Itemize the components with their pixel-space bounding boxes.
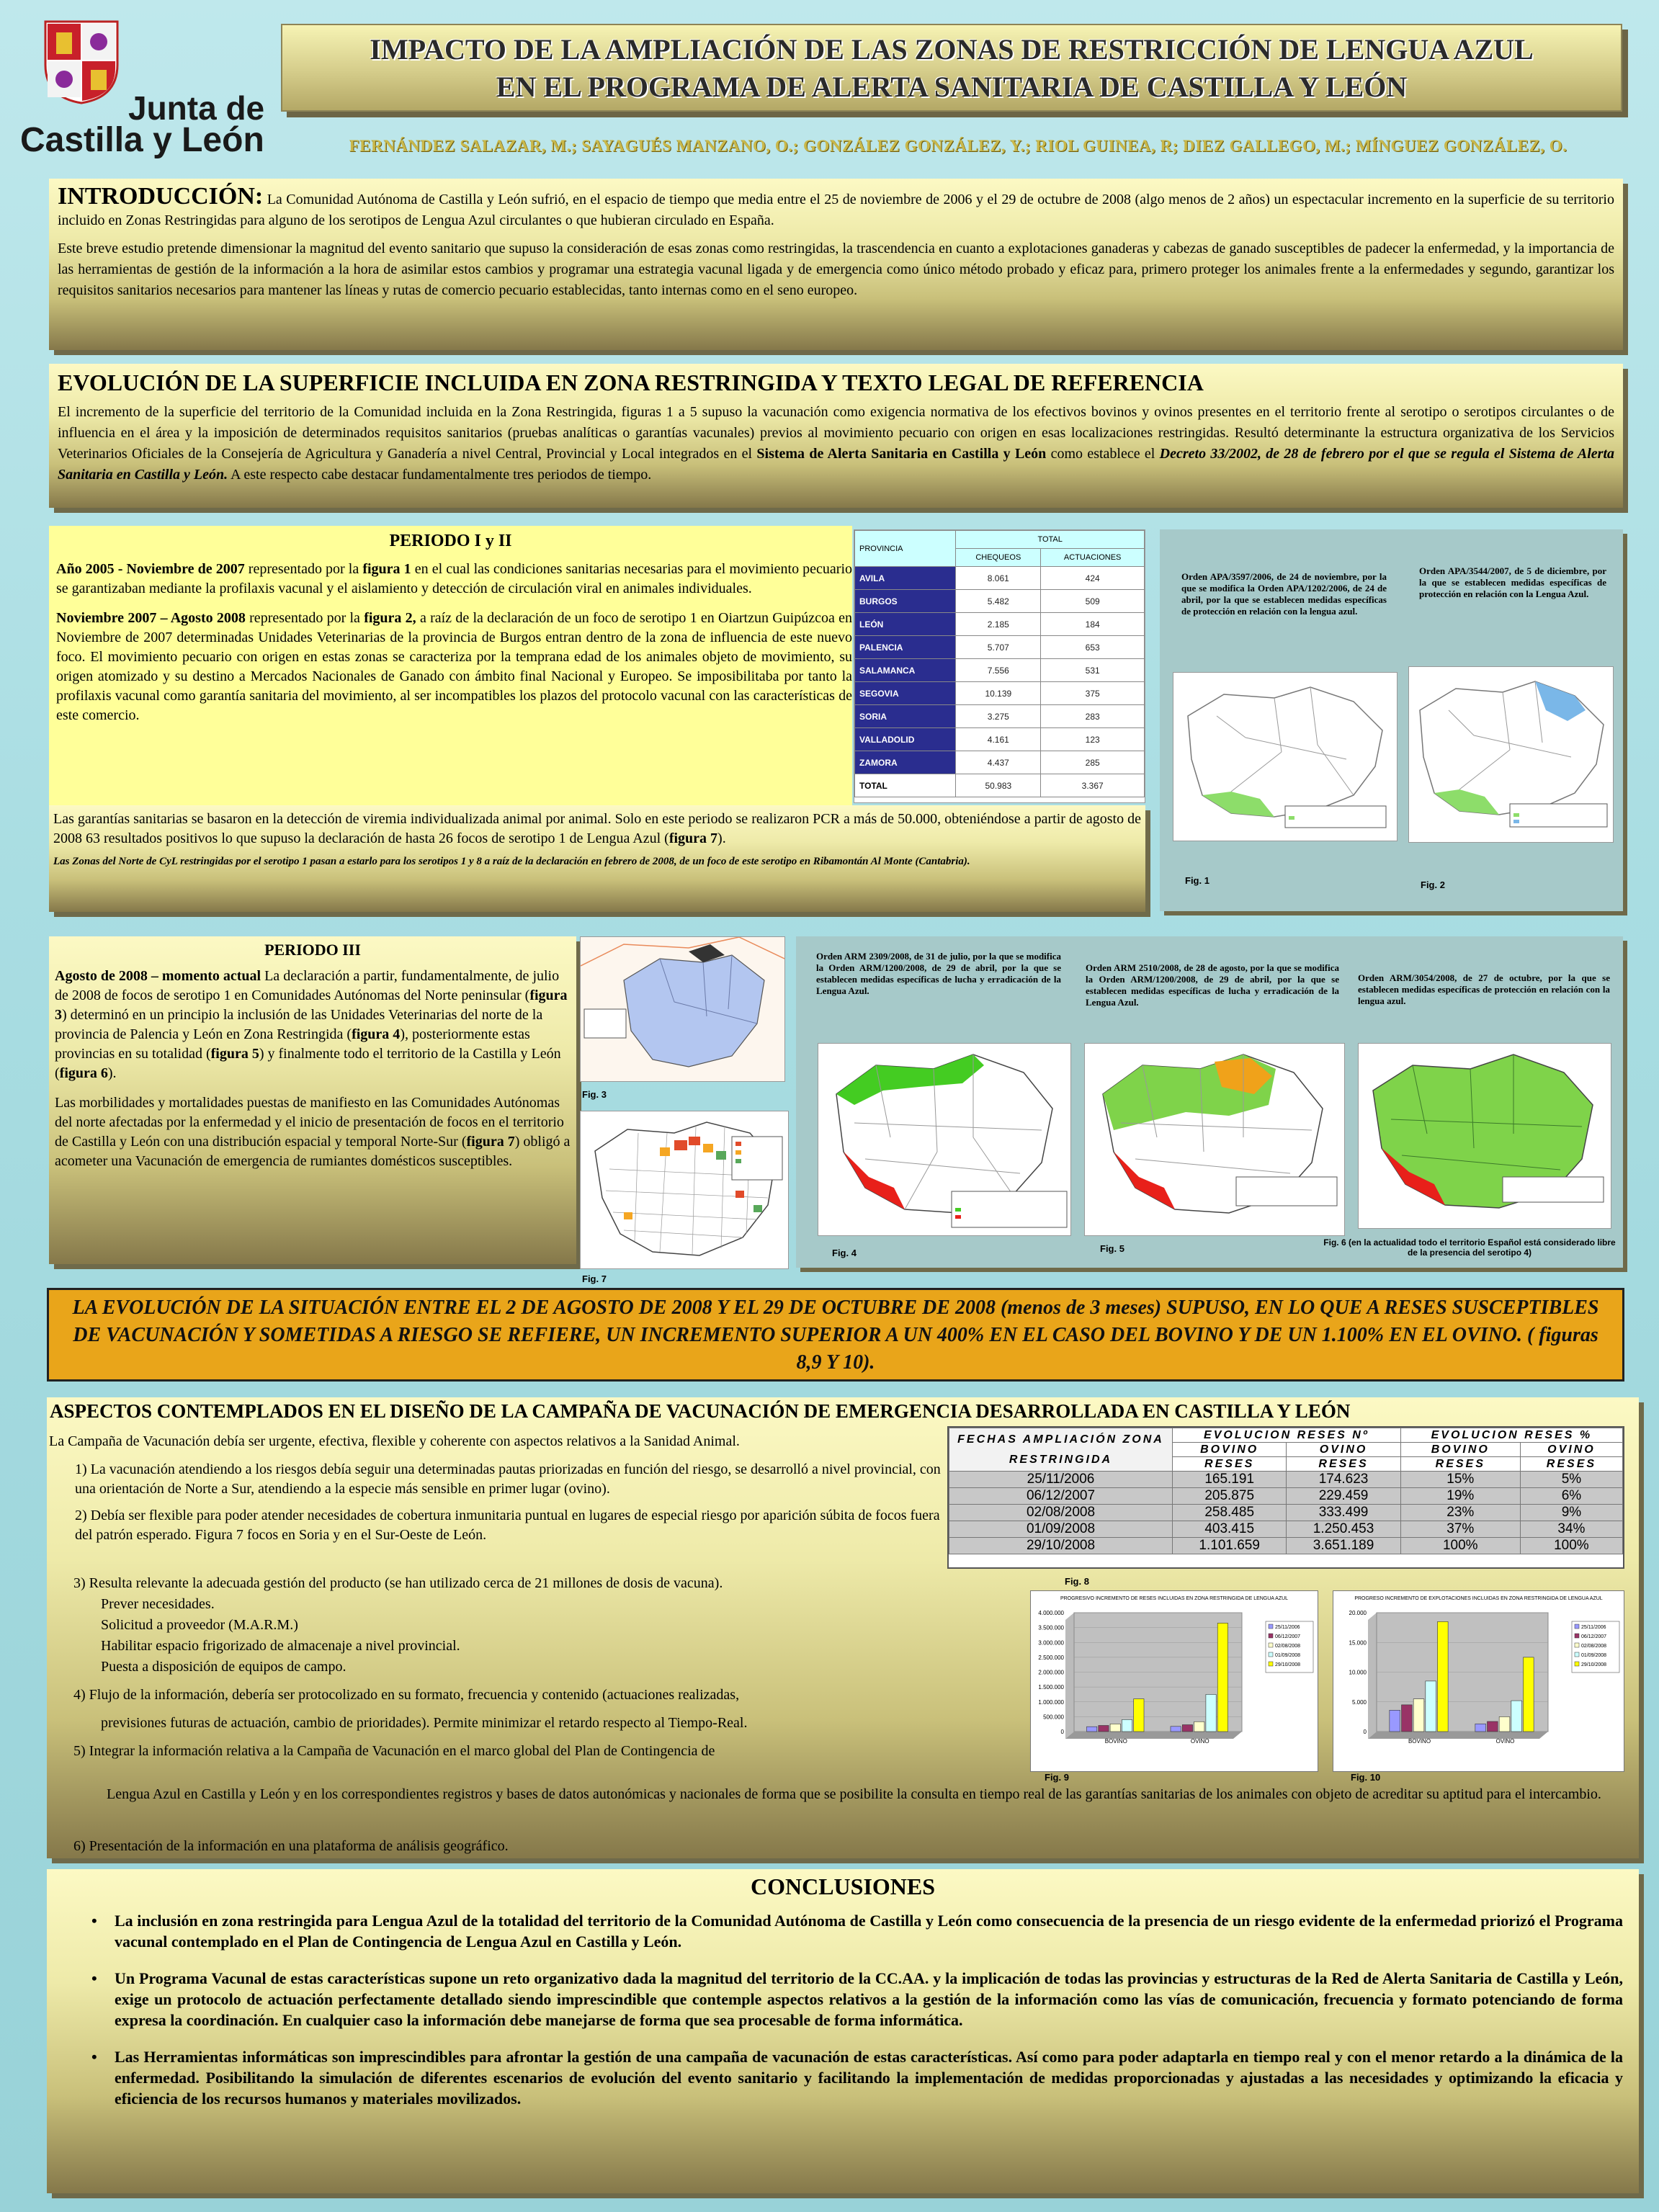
- chart-bar: [1426, 1681, 1436, 1732]
- y-tick-label: 0: [1060, 1729, 1064, 1735]
- aspectos-item-4b: previsiones futuras de actuación, cambio de prioridades). Permite minimizar el retardo respecto al Tiempo-Real.: [101, 1715, 748, 1731]
- evolution-table-panel: [947, 1426, 1624, 1569]
- province-name: SEGOVIA: [855, 682, 956, 705]
- province-name: BURGOS: [855, 590, 956, 613]
- evo-cell-fecha: 06/12/2007: [949, 1488, 1173, 1505]
- province-actuaciones: 424: [1041, 567, 1145, 590]
- periodo12-p3-fig: figura 7: [668, 830, 718, 846]
- province-actuaciones: 285: [1041, 751, 1145, 774]
- periodo3-fig5-ref: figura 5: [210, 1046, 259, 1062]
- figure-3-map: [580, 936, 785, 1082]
- province-actuaciones: 283: [1041, 705, 1145, 728]
- evo-cell-op: 100%: [1520, 1538, 1622, 1554]
- legend-swatch: [1269, 1634, 1273, 1638]
- legend-swatch: [1575, 1634, 1579, 1638]
- province-chequeos: 4.161: [956, 728, 1041, 751]
- y-tick-label: 1.000.000: [1038, 1698, 1064, 1706]
- evo-cell-op: 6%: [1520, 1488, 1622, 1505]
- conclusion-item-3: • Las Herramientas informáticas son imprescindibles para afrontar la gestión de una campaña de vacunación de estas características. Así como para poder adaptarla en tiempo real y con el menor retardo a la dinámica de la enfermedad. Posibilitando la simulación de diferentes escenarios de evolución del evento sanitario y facilitando la implementación de medidas proporcionadas y ajustadas a las necesidades y optimizando la eficacia y eficiencia de los recursos humanos y materiales movilizados.: [63, 2046, 1623, 2109]
- province-name: VALLADOLID: [855, 728, 956, 751]
- col-evolucion-n: EVOLUCION RESES Nº: [1173, 1428, 1401, 1443]
- aspectos-item-2: 2) Debía ser flexible para poder atender necesidades de cobertura inmunitaria puntual en lugares de especial riesgo por aparición súbita de focos fuera del patrón esperado. Figura 7 focos en Soria y en el Sur-Oeste de León.: [75, 1508, 940, 1543]
- periodo12-bottom: [49, 805, 1145, 912]
- legend-swatch: [1269, 1652, 1273, 1657]
- province-chequeos: 10.139: [956, 682, 1041, 705]
- chart-wall: [1065, 1613, 1074, 1739]
- chart-bar: [1437, 1621, 1448, 1732]
- province-actuaciones: 531: [1041, 659, 1145, 682]
- periodo3-text-4: ) y finalmente todo el territorio de la Castilla y León (: [55, 1046, 561, 1081]
- chart-bar: [1086, 1727, 1096, 1732]
- evolucion-text-2: como establece el: [1046, 446, 1160, 462]
- intro-p1: La Comunidad Autónoma de Castilla y León sufrió, en el espacio de tiempo que media entre el 25 de noviembre de 2006 y el 29 de octubre de 2008 (algo menos de 2 años) un espectacular incremento en la superficie de su territorio incluido en Zonas Restringidas para alguno de los serotipos de Lengua Azul circulantes o que hubieran circulado en España.: [58, 192, 1614, 228]
- province-chequeos: 8.061: [956, 567, 1041, 590]
- periodo12-p1-text: representado por la: [244, 561, 363, 577]
- evolucion-heading: EVOLUCIÓN DE LA SUPERFICIE INCLUIDA EN ZONA RESTRINGIDA Y TEXTO LEGAL DE REFERENCIA: [58, 370, 1204, 395]
- aspectos-item-3a: Prever necesidades.: [101, 1596, 215, 1612]
- logo-text-line2: Castilla y León: [20, 121, 264, 159]
- periodo12-p1-bold: Año 2005 - Noviembre de 2007: [56, 561, 245, 577]
- province-name: ZAMORA: [855, 751, 956, 774]
- fig2-label: Fig. 2: [1421, 879, 1445, 890]
- table-row: [949, 1521, 1623, 1538]
- conclusiones-list: [63, 1910, 1623, 2109]
- periodo3-fig4-ref: figura 4: [352, 1026, 401, 1042]
- chart-title: PROGRESIVO INCREMENTO DE RESES INCLUIDAS EN ZONA RESTRINGIDA DE LENGUA AZUL: [1060, 1596, 1289, 1601]
- table-row: [855, 682, 1145, 705]
- table-row: [949, 1488, 1623, 1505]
- chart-bar: [1110, 1724, 1120, 1732]
- title-line-1: IMPACTO DE LA AMPLIACIÓN DE LAS ZONAS DE RESTRICCIÓN DE LENGUA AZUL: [370, 33, 1534, 66]
- coat-of-arms-icon: [42, 18, 121, 104]
- figure-2-map: [1408, 666, 1614, 843]
- evolucion-text-3: A este respecto cabe destacar fundamentalmente tres periodos de tiempo.: [228, 467, 652, 483]
- evo-cell-op: 5%: [1520, 1472, 1622, 1488]
- fig3-label: Fig. 3: [582, 1089, 607, 1100]
- x-tick-label: BOVINO: [1104, 1738, 1127, 1745]
- province-table: [854, 530, 1145, 797]
- periodo3-panel: [49, 936, 576, 1264]
- periodo12-p2-bold: Noviembre 2007 – Agosto 2008: [56, 610, 246, 626]
- periodo12-heading: PERIODO I y II: [389, 532, 512, 550]
- evo-cell-bn: 258.485: [1173, 1505, 1287, 1521]
- evolucion-bold-1: Sistema de Alerta Sanitaria en Castilla y León: [756, 446, 1047, 462]
- table-row: [949, 1505, 1623, 1521]
- title-line-2: EN EL PROGRAMA DE ALERTA SANITARIA DE CASTILLA Y LEÓN: [496, 71, 1408, 103]
- hdr-reses-2: RESES: [1287, 1457, 1400, 1472]
- fig1-label: Fig. 1: [1185, 875, 1209, 886]
- y-tick-label: 5.000: [1351, 1698, 1367, 1706]
- periodo3-bold: Agosto de 2008 – momento actual: [55, 968, 261, 984]
- figure-6-map: [1358, 1043, 1611, 1229]
- chart-bar: [1499, 1716, 1510, 1732]
- evo-cell-bp: 37%: [1400, 1521, 1520, 1538]
- table-row: [855, 705, 1145, 728]
- conclusion-item-2: • Un Programa Vacunal de estas características supone un reto organizativo dada la magnitud del territorio de la CC.AA. y la implicación de todas las provincias y estructuras de la Red de Alerta Sanitaria de Castilla y León, exige un protocolo de actuación perfectamente detallado siendo imprescindible que contemple aspectos relativos a la gestión de la información como las vías de comunicación, frecuencia y formato potenciando de forma expresa la coordinación. En cualquier caso la información debe manejarse de forma que sea procesable de forma informática.: [63, 1968, 1623, 2030]
- figs46-panel: [796, 936, 1623, 1268]
- fig8-label: Fig. 8: [1065, 1576, 1089, 1587]
- fig10-label: Fig. 10: [1351, 1772, 1381, 1783]
- y-tick-label: 0: [1363, 1729, 1367, 1735]
- legend-label: 29/10/2008: [1581, 1662, 1607, 1667]
- periodo3-fig3-ref: figura 3: [55, 988, 568, 1023]
- chart-bar: [1194, 1721, 1204, 1732]
- periodo3-text-5: ).: [107, 1065, 117, 1081]
- evo-cell-on: 1.250.453: [1287, 1521, 1400, 1538]
- aspectos-intro: La Campaña de Vacunación debía ser urgente, efectiva, flexible y coherente con aspectos relativos a la Sanidad Animal.: [49, 1433, 740, 1449]
- logo-text-line1: Junta de: [128, 89, 265, 127]
- periodo12-panel: [49, 526, 852, 818]
- legend-label: 02/08/2008: [1581, 1644, 1607, 1649]
- evo-cell-bp: 100%: [1400, 1538, 1520, 1554]
- hdr-bovino-n: BOVINO: [1173, 1443, 1287, 1457]
- aspectos-item-5: 5) Integrar la información relativa a la Campaña de Vacunación en el marco global del Plan de Contingencia de: [73, 1743, 715, 1759]
- chart-bar: [1475, 1724, 1486, 1732]
- province-actuaciones: 653: [1041, 636, 1145, 659]
- periodo3-fig6-ref: figura 6: [59, 1065, 108, 1081]
- table-row: [855, 590, 1145, 613]
- table-row: [949, 1472, 1623, 1488]
- y-tick-label: 10.000: [1349, 1669, 1367, 1676]
- chart-bar: [1488, 1721, 1498, 1732]
- legend-swatch: [1269, 1643, 1273, 1647]
- periodo3-p2-text: Las morbilidades y mortalidades puestas de manifiesto en las Comunidades Autónomas del norte afectadas por la enfermedad y el inicio de presentación de focos en el territorio de Castilla y León con una distribución espacial y temporal Norte-Sur (: [55, 1095, 564, 1150]
- evo-cell-on: 174.623: [1287, 1472, 1400, 1488]
- table-row: [855, 774, 1145, 797]
- evo-cell-on: 229.459: [1287, 1488, 1400, 1505]
- province-name: SORIA: [855, 705, 956, 728]
- y-tick-label: 4.000.000: [1038, 1610, 1064, 1616]
- authors: FERNÁNDEZ SALAZAR, M.; SAYAGUÉS MANZANO, O.; GONZÁLEZ GONZÁLEZ, Y.; RIOL GUINEA, R; DIEZ GALLEGO, M.; MÍNGUEZ GONZÁLEZ, O.: [349, 137, 1568, 155]
- col-evolucion-p: EVOLUCION RESES %: [1400, 1428, 1622, 1443]
- evo-cell-bn: 1.101.659: [1173, 1538, 1287, 1554]
- col-total: TOTAL: [956, 531, 1145, 549]
- chart-bar: [1390, 1710, 1400, 1732]
- evo-cell-op: 9%: [1520, 1505, 1622, 1521]
- x-tick-label: BOVINO: [1408, 1738, 1431, 1745]
- aspectos-text-2: [73, 1573, 967, 1762]
- legend-label: 06/12/2007: [1275, 1634, 1301, 1639]
- table-row: [855, 613, 1145, 636]
- province-actuaciones: 375: [1041, 682, 1145, 705]
- province-chequeos: 7.556: [956, 659, 1041, 682]
- banner-text: LA EVOLUCIÓN DE LA SITUACIÓN ENTRE EL 2 DE AGOSTO DE 2008 Y EL 29 DE OCTUBRE DE 2008 (menos de 3 meses) SUPUSO, EN LO QUE A RESES SUSCEPTIBLES DE VACUNACIÓN Y SOMETIDAS A RIESGO SE REFIERE, UN INCREMENTO SUPERIOR A UN 400% EN EL CASO DEL BOVINO Y DE UN 1.100% EN EL OVINO. ( figuras 8,9 Y 10).: [72, 1297, 1599, 1374]
- periodo12-p2-text2: a raíz de la declaración de un foco de serotipo 1 en Oiartzun Guipúzcoa en Noviembre de 2007 determinadas Unidades Veterinarias de la provincia de Burgos entran dentro de la zona de influencia de este nuevo foco. El movimiento pecuario con origen en estas zonas se caracteriza por la temprana edad de los animales objeto de movimiento, su origen atomizado y su destino a Mercados Nacionales de Ganado con ámbito final Nacional y Europeo. Se imposibilitaba por tanto la profilaxis vacunal como garantía sanitaria del movimiento, al ser incompatibles los plazos del protocolo vacunal con las características de este comercio.: [56, 610, 853, 723]
- chart-bar: [1402, 1705, 1413, 1732]
- legend-swatch: [1575, 1643, 1579, 1647]
- legend-swatch: [1575, 1662, 1579, 1666]
- province-actuaciones: 3.367: [1041, 774, 1145, 797]
- fig9-label: Fig. 9: [1045, 1772, 1069, 1783]
- legend-label: 25/11/2006: [1581, 1625, 1606, 1630]
- legend-label: 01/09/2008: [1581, 1653, 1607, 1658]
- figure-4-map: [818, 1043, 1071, 1236]
- conclusiones-heading: CONCLUSIONES: [750, 1873, 936, 1899]
- order-arm-2309: Orden ARM 2309/2008, de 31 de julio, por la que se modifica la Orden ARM/1200/2008, de 29 de abril, por la que se establecen medidas específicas de lucha y erradicación de la Lengua Azul.: [816, 951, 1061, 996]
- province-actuaciones: 123: [1041, 728, 1145, 751]
- evo-cell-fecha: 25/11/2006: [949, 1472, 1173, 1488]
- province-name: SALAMANCA: [855, 659, 956, 682]
- figs12-panel: [1160, 529, 1623, 911]
- province-chequeos: 5.482: [956, 590, 1041, 613]
- evo-cell-bp: 23%: [1400, 1505, 1520, 1521]
- chart-bar: [1171, 1727, 1181, 1732]
- evo-cell-bp: 19%: [1400, 1488, 1520, 1505]
- hdr-bovino-p: BOVINO: [1400, 1443, 1520, 1457]
- province-actuaciones: 184: [1041, 613, 1145, 636]
- hdr-reses-1: RESES: [1173, 1457, 1287, 1472]
- evo-cell-on: 3.651.189: [1287, 1538, 1400, 1554]
- order-arm-3054: Orden ARM/3054/2008, de 27 de octubre, por la que se establecen medidas específicas de protección en relación con la lengua azul.: [1358, 972, 1610, 1006]
- chart-fig10-svg: [1333, 1591, 1624, 1771]
- order-apa-3544: Orden APA/3544/2007, de 5 de diciembre, por la que se establecen medidas específicas de protección en relación con la Lengua Azul.: [1419, 565, 1606, 599]
- aspectos-text: [49, 1432, 946, 1545]
- periodo12-p1-text2: en el cual las condiciones sanitarias necesarias para el movimiento pecuario se garantizaban mediante la profilaxis vacunal y el aislamiento y detección de circulación viral en animales individuales.: [56, 561, 853, 596]
- table-row: [855, 636, 1145, 659]
- periodo3-heading: PERIODO III: [264, 941, 361, 959]
- evo-cell-fecha: 02/08/2008: [949, 1505, 1173, 1521]
- chart-bar: [1413, 1699, 1424, 1732]
- chart-floor: [1065, 1732, 1242, 1739]
- x-tick-label: OVINO: [1190, 1738, 1209, 1745]
- aspectos-item-5b: Lengua Azul en Castilla y León y en los correspondientes registros y bases de datos autonómicas y nacionales de forma que se posibilite la consulta en tiempo real de las garantías sanitarias de los animales con objeto de acreditar su aptitud para el intercambio.: [107, 1786, 1601, 1802]
- fig4-label: Fig. 4: [832, 1248, 857, 1258]
- province-name: LEÓN: [855, 613, 956, 636]
- legend-label: 25/11/2006: [1275, 1625, 1300, 1630]
- aspectos-item-3b: Solicitud a proveedor (M.A.R.M.): [101, 1617, 298, 1633]
- chart-bar: [1122, 1719, 1132, 1732]
- y-tick-label: 20.000: [1349, 1610, 1367, 1616]
- y-tick-label: 2.500.000: [1038, 1654, 1064, 1661]
- province-chequeos: 3.275: [956, 705, 1041, 728]
- figure-7-map: [580, 1111, 789, 1269]
- x-tick-label: OVINO: [1495, 1738, 1515, 1745]
- province-chequeos: 2.185: [956, 613, 1041, 636]
- poster-title: [281, 24, 1622, 112]
- logo: [20, 18, 287, 158]
- legend-label: 01/09/2008: [1275, 1653, 1301, 1658]
- table-row: [949, 1538, 1623, 1554]
- periodo3-fig7-ref: figura 7: [466, 1134, 515, 1150]
- evolucion-section: [49, 364, 1623, 508]
- periodo3-text-1: La declaración a partir, fundamentalmente, de julio de 2008 de focos de serotipo 1 en Comunidades Autónomas del Norte peninsular (: [55, 968, 560, 1003]
- province-chequeos: 4.437: [956, 751, 1041, 774]
- evo-cell-bn: 205.875: [1173, 1488, 1287, 1505]
- col-actuaciones: ACTUACIONES: [1041, 549, 1145, 567]
- legend-swatch: [1269, 1662, 1273, 1666]
- periodo3-text-2: ) determinó en un principio la inclusión de las Unidades Veterinarias del norte de la provincia de Palencia y León en Zona Restringida (: [55, 1007, 543, 1042]
- periodo12-note: Las Zonas del Norte de CyL restringidas por el serotipo 1 pasan a estarlo para los serotipos 1 y 8 a raíz de la declaración en febrero de 2008, de un foco de este serotipo en Ribamontán Al Monte (Cantabria).: [53, 856, 970, 867]
- chart-fig10: [1333, 1590, 1624, 1772]
- aspectos-item-3: 3) Resulta relevante la adecuada gestión del producto (se han utilizado cerca de 21 millones de dosis de vacuna).: [73, 1575, 723, 1591]
- hdr-reses-3: RESES: [1400, 1457, 1520, 1472]
- aspectos-item-4: 4) Flujo de la información, debería ser protocolizado en su formato, frecuencia y contenido (actuaciones realizadas,: [73, 1687, 740, 1703]
- periodo12-p3-text: Las garantías sanitarias se basaron en la detección de viremia individualizada animal por animal. Solo en este periodo se realizaron PCR a más de 50.000, obteniéndose a partir de agosto de 2008 63 resultados positivos lo que supuso la declaración de hasta 26 focos de serotipo 1 de Lengua Azul (: [53, 811, 1141, 846]
- y-tick-label: 3.000.000: [1038, 1639, 1064, 1647]
- evo-cell-op: 34%: [1520, 1521, 1622, 1538]
- fig5-label: Fig. 5: [1100, 1243, 1124, 1254]
- evolucion-text-1: El incremento de la superficie del territorio de la Comunidad incluida en la Zona Restringida, figuras 1 a 5 supuso la vacunación como exigencia normativa de los efectivos bovinos y ovinos presentes en el territorio frente al serotipo o serotipos circulantes o de influencia en el área y la imposición de determinados requisitos sanitarios (pruebas analíticas o garantías vacunales) previos al movimiento pecuario con origen en esas localizaciones restringidas. Resultó determinante la estructura organizativa de los Servicios Veterinarios Oficiales de la Consejería de Agricultura y Ganadería a nivel Central, Provincial y Local integrados en el: [58, 404, 1614, 462]
- chart-fig9: [1030, 1590, 1318, 1772]
- chart-bar: [1217, 1623, 1228, 1732]
- figure-5-map: [1084, 1043, 1345, 1236]
- chart-bar: [1134, 1699, 1144, 1732]
- legend-label: 06/12/2007: [1581, 1634, 1607, 1639]
- evolucion-bold-2: Decreto 33/2002, de 28 de febrero por el que se regula el Sistema de Alerta Sanitaria en Castilla y León.: [58, 446, 1615, 483]
- intro-heading: INTRODUCCIÓN:: [58, 183, 264, 210]
- chart-floor: [1368, 1732, 1548, 1739]
- chart-fig9-svg: [1031, 1591, 1318, 1771]
- province-actuaciones: 509: [1041, 590, 1145, 613]
- conclusion-item-1: • La inclusión en zona restringida para Lengua Azul de la totalidad del territorio de la Comunidad Autónoma de Castilla y León como consecuencia de la presencia de un riesgo evidente de la enfermedad priorizó el Programa vacunal contemplado en el Plan de Contingencia de Lengua Azul en Castilla y León.: [63, 1910, 1623, 1952]
- evo-cell-fecha: 29/10/2008: [949, 1538, 1173, 1554]
- evo-cell-fecha: 01/09/2008: [949, 1521, 1173, 1538]
- periodo12-p3-end: ).: [717, 830, 726, 846]
- aspectos-item-1: 1) La vacunación atendiendo a los riesgos debía seguir una determinadas pautas priorizadas en función del riesgo, se desarrolló a nivel provincial, con una orientación de Norte a Sur, atendiendo a la especie más sensible en primer lugar (ovino).: [75, 1461, 941, 1497]
- conclusiones-panel: [47, 1869, 1639, 2193]
- aspectos-item-6: 6) Presentación de la información en una plataforma de análisis geográfico.: [73, 1838, 509, 1854]
- chart-bar: [1511, 1701, 1522, 1732]
- evo-cell-bp: 15%: [1400, 1472, 1520, 1488]
- chart-bar: [1099, 1726, 1109, 1732]
- periodo12-p1-fig: figura 1: [362, 561, 411, 577]
- legend-swatch: [1575, 1624, 1579, 1629]
- evo-cell-bn: 165.191: [1173, 1472, 1287, 1488]
- chart-bar: [1523, 1657, 1534, 1732]
- province-chequeos: 5.707: [956, 636, 1041, 659]
- aspectos-item-3c: Habilitar espacio frigorizado de almacenaje a nivel provincial.: [101, 1638, 460, 1654]
- legend-label: 29/10/2008: [1275, 1662, 1301, 1667]
- order-apa-3597: Orden APA/3597/2006, de 24 de noviembre, por la que se modifica la Orden APA/1202/2006, de 24 de abril, por la que se establecen medidas específicas de protección en relación con la lengua azul.: [1181, 571, 1387, 617]
- periodo12-p2-fig: figura 2,: [364, 610, 416, 626]
- col-chequeos: CHEQUEOS: [956, 549, 1041, 567]
- evolution-table: [949, 1428, 1623, 1554]
- aspectos-heading: ASPECTOS CONTEMPLADOS EN EL DISEÑO DE LA CAMPAÑA DE VACUNACIÓN DE EMERGENCIA DESARROLLADA EN CASTILLA Y LEÓN: [50, 1400, 1351, 1422]
- evo-cell-on: 333.499: [1287, 1505, 1400, 1521]
- chart-title: PROGRESO INCREMENTO DE EXPLOTACIONES INCLUIDAS EN ZONA RESTRINGIDA DE LENGUA AZUL: [1354, 1596, 1603, 1601]
- highlight-banner: [47, 1288, 1624, 1382]
- province-table-panel: [854, 529, 1145, 803]
- chart-wall: [1368, 1613, 1377, 1739]
- legend-label: 02/08/2008: [1275, 1644, 1301, 1649]
- col-provincia: PROVINCIA: [855, 531, 956, 567]
- province-name: PALENCIA: [855, 636, 956, 659]
- chart-bar: [1206, 1694, 1216, 1732]
- periodo12-p2-text: representado por la: [245, 610, 365, 626]
- hdr-ovino-p: OVINO: [1520, 1443, 1622, 1457]
- fig6-label: Fig. 6 (en la actualidad todo el territorio Español está considerado libre de la presencia del serotipo 4): [1323, 1237, 1616, 1258]
- intro-p2: Este breve estudio pretende dimensionar la magnitud del evento sanitario que supuso la consideración de esas zonas como restringidas, la trascendencia en cuanto a explotaciones ganaderas y cabezas de ganado susceptibles de padecer la enfermedad, y la importancia de las herramientas de gestión de la información a la hora de asimilar estos cambios y programar una estrategia vacunal ligada y de emergencia como único método probado y eficaz para, primero proteger los animales frente a la enfermedades y segundo, garantizar los requisitos sanitarios necesarios para mantener las líneas y rutas de comercio pecuario establecidas, tanto internas como en el seno europeo.: [58, 241, 1614, 298]
- hdr-ovino-n: OVINO: [1287, 1443, 1400, 1457]
- table-row: [855, 659, 1145, 682]
- y-tick-label: 2.000.000: [1038, 1669, 1064, 1676]
- chart-bar: [1182, 1725, 1192, 1732]
- periodo3-text-3: ), posteriormente estas provincias en su totalidad (: [55, 1026, 530, 1062]
- table-row: [855, 751, 1145, 774]
- table-row: [855, 567, 1145, 590]
- hdr-reses-4: RESES: [1520, 1457, 1622, 1472]
- y-tick-label: 3.500.000: [1038, 1624, 1064, 1631]
- legend-swatch: [1575, 1652, 1579, 1657]
- evo-cell-bn: 403.415: [1173, 1521, 1287, 1538]
- province-name: AVILA: [855, 567, 956, 590]
- col-fechas: FECHAS AMPLIACIÓN ZONA RESTRINGIDA: [949, 1428, 1173, 1472]
- province-chequeos: 50.983: [956, 774, 1041, 797]
- legend-swatch: [1269, 1624, 1273, 1629]
- periodo3-p2-end: ) obligó a acometer una Vacunación de emergencia de rumiantes domésticos susceptibles.: [55, 1134, 571, 1169]
- aspectos-item-3d: Puesta a disposición de equipos de campo.: [101, 1659, 346, 1675]
- province-name: TOTAL: [855, 774, 956, 797]
- intro-section: [49, 179, 1623, 350]
- y-tick-label: 1.500.000: [1038, 1684, 1064, 1691]
- order-arm-2510: Orden ARM 2510/2008, de 28 de agosto, por la que se modifica la Orden ARM/1200/2008, de 29 de abril, por la que se establecen medidas específicas de lucha y erradicación de la Lengua Azul.: [1086, 962, 1339, 1008]
- table-row: [855, 728, 1145, 751]
- fig7-label: Fig. 7: [582, 1273, 607, 1284]
- y-tick-label: 500.000: [1043, 1714, 1064, 1721]
- figure-1-map: [1173, 672, 1398, 841]
- y-tick-label: 15.000: [1349, 1639, 1367, 1647]
